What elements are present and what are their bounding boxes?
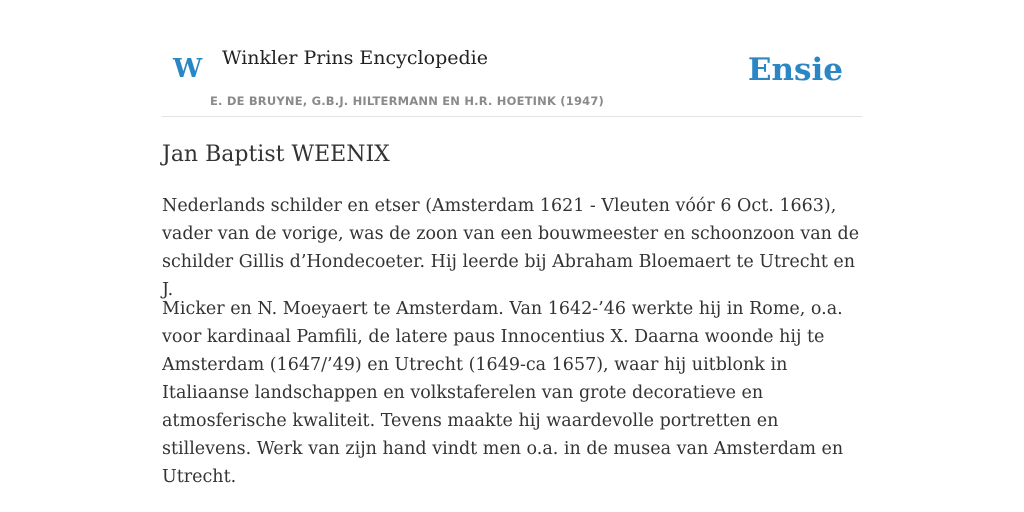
ensie-logo[interactable]: Ensie bbox=[747, 52, 843, 88]
article-paragraph: Nederlands schilder en etser (Amsterdam 1621 - Vleuten vóór 6 Oct. 1663), vader van de vorige, was de zoon van een bouwmeester en schoonzoon van de schilder Gillis d’Hondecoeter. Hij leerde bij Abraham Bloemaert te Utrecht en J. bbox=[162, 196, 860, 300]
source-title[interactable]: Winkler Prins Encyclopedie bbox=[222, 47, 488, 69]
article-title: Jan Baptist WEENIX bbox=[162, 142, 390, 167]
source-header bbox=[162, 0, 862, 117]
article-paragraph: Micker en N. Moeyaert te Amsterdam. Van 1642-’46 werkte hij in Rome, o.a. voor kardinaal Pamfili, de latere paus Innocentius X. Daarna woonde hij te Amsterdam (1647/’49) en Utrecht (1649-ca 1657), waar hij uitblonk in Italiaanse landschappen en volkstaferelen van grote decoratieve en atmosferische kwaliteit. Tevens maakte hij waardevolle portretten en stillevens. Werk van zijn hand vindt men o.a. in de musea van Amsterdam en Utrecht. bbox=[162, 299, 844, 487]
winkler-prins-logo: W bbox=[173, 54, 203, 84]
source-authors: E. DE BRUYNE, G.B.J. HILTERMANN EN H.R. HOETINK (1947) bbox=[210, 94, 605, 108]
